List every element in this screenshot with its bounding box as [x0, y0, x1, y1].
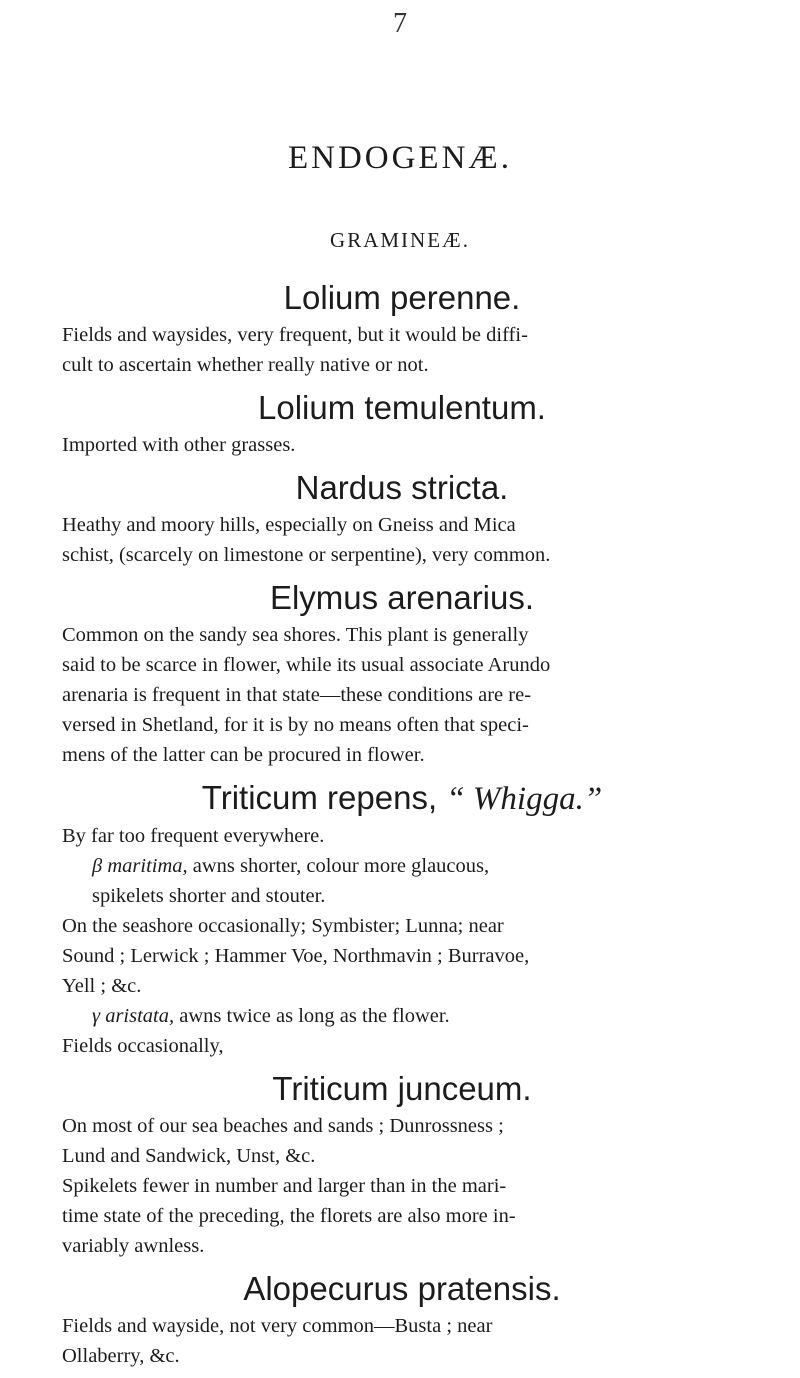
text-line: On most of our sea beaches and sands ; Dunrossness ; — [62, 1115, 504, 1137]
variety-line — [62, 1001, 742, 1031]
text-line: schist, (scarcely on limestone or serpentine), very common. — [62, 544, 551, 566]
species-description — [62, 430, 742, 460]
text-line: mens of the latter can be procured in flower. — [62, 744, 425, 766]
species-heading: Lolium perenne. — [283, 279, 521, 316]
variety-name: γ aristata, — [92, 1005, 175, 1027]
section-title: ENDOGENÆ. — [287, 140, 513, 176]
text-line: time state of the preceding, the florets are also more in- — [62, 1205, 516, 1227]
variety-text: awns twice as long as the flower. — [179, 1005, 450, 1027]
page-number: 7 — [393, 8, 407, 39]
text-line: said to be scarce in flower, while its usual associate Arundo — [62, 654, 551, 676]
species-description — [62, 620, 742, 770]
species-heading: Nardus stricta. — [295, 469, 509, 506]
species-heading: Elymus arenarius. — [269, 579, 535, 616]
variety-line — [62, 851, 742, 881]
species-description — [62, 821, 742, 1061]
text-line: Imported with other grasses. — [62, 434, 296, 456]
variety-text: awns shorter, colour more glaucous, — [192, 855, 490, 877]
species-description — [62, 510, 742, 570]
text-line: Fields and waysides, very frequent, but it would be diffi- — [62, 324, 528, 346]
text-line: Spikelets fewer in number and larger than in the mari- — [62, 1175, 507, 1197]
text-line: spikelets shorter and stouter. — [92, 885, 326, 907]
text-line: By far too frequent everywhere. — [62, 825, 325, 847]
text-line: Fields and wayside, not very common—Busta ; near — [62, 1315, 493, 1337]
text-line: Sound ; Lerwick ; Hammer Voe, Northmavin ; Burravoe, — [62, 945, 530, 967]
text-line: Ollaberry, &c. — [62, 1345, 180, 1367]
species-description — [62, 1311, 742, 1371]
text-line: On the seashore occasionally; Symbister; Lunna; near — [62, 915, 504, 937]
text-line: cult to ascertain whether really native or not. — [62, 354, 429, 376]
family-heading: GRAMINEÆ. — [330, 228, 470, 252]
text-line: Heathy and moory hills, especially on Gneiss and Mica — [62, 514, 516, 536]
text-line: versed in Shetland, for it is by no means often that speci- — [62, 714, 529, 736]
species-heading: Lolium temulentum. — [258, 389, 546, 426]
variety-name: β maritima, — [92, 855, 188, 877]
text-line: Common on the sandy sea shores. This plant is generally — [62, 624, 529, 646]
text-line: Fields occasionally, — [62, 1035, 224, 1057]
text-line: Yell ; &c. — [62, 975, 142, 997]
species-heading: Triticum junceum. — [272, 1070, 532, 1107]
species-heading — [62, 776, 742, 821]
page-content — [62, 276, 742, 1377]
text-line: arenaria is frequent in that state—these conditions are re- — [62, 684, 532, 706]
vernacular-name: “ Whigga.” — [446, 781, 603, 817]
text-line: Lund and Sandwick, Unst, &c. — [62, 1145, 316, 1167]
species-description — [62, 320, 742, 380]
text-line: variably awnless. — [62, 1235, 205, 1257]
species-description — [62, 1111, 742, 1261]
species-name: Triticum repens, — [201, 779, 438, 816]
species-heading: Alopecurus pratensis. — [243, 1270, 561, 1307]
